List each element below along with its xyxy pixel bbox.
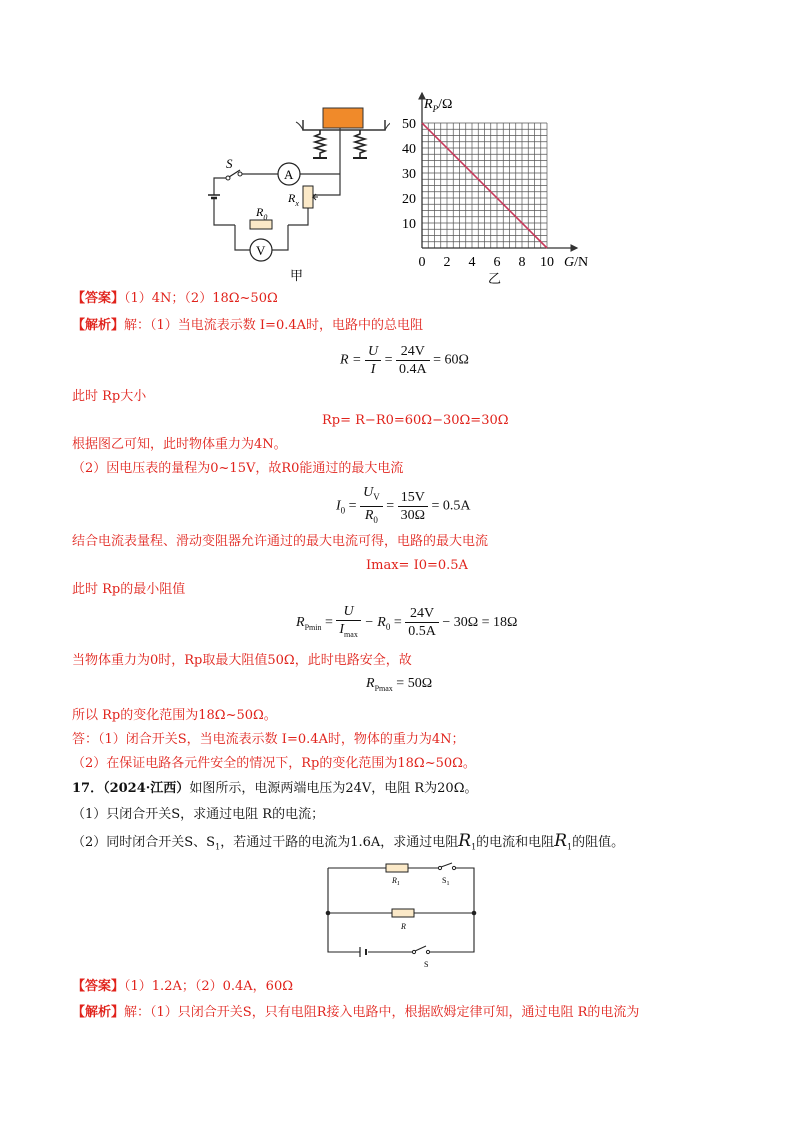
equation-rp-min: $R_{Pmin}$ = $\frac{U}{I_{max}}$ − $R_0$ = $\frac{24V}{0.5A}$ − 30Ω = 18Ω: [296, 604, 518, 640]
problem-number: 17．: [72, 781, 104, 796]
x-tick-label: 0: [418, 255, 426, 270]
problem-17-q2: （2）同时闭合开关S、$S_1$，若通过干路的电流为1.6A，求通过电阻$R_1$的电流和电阻$R_1$的阻值。: [72, 831, 625, 852]
r-label: R: [401, 922, 406, 931]
y-axis-label: $R_P/\Omega$: [424, 97, 453, 114]
x-tick-label: 2: [443, 255, 451, 270]
line-then-rp: 此时 Rp大小: [72, 389, 147, 404]
line-min-resistance: 此时 Rp的最小阻值: [72, 582, 186, 597]
rp-vs-g-chart: [390, 88, 610, 286]
equation-total-resistance: R = $\frac{U}{I}$ = $\frac{24V}{0.4A}$ = 60Ω: [340, 344, 469, 377]
chart-caption-yi: 乙: [488, 271, 502, 286]
analysis-label: 【解析】: [72, 318, 125, 333]
problem-text: 如图所示，电源两端电压为24V，电阻 R为20Ω。: [189, 781, 478, 796]
rx-label: $R_x$: [288, 191, 299, 208]
circuit-diagram-17: [320, 862, 482, 972]
weight-block: [323, 108, 363, 128]
analysis-line-17: [72, 1004, 639, 1022]
x-tick-label: 6: [493, 255, 501, 270]
x-axis-label: G/N: [564, 255, 589, 270]
line-imax: Imax= I0=0.5A: [366, 558, 468, 573]
problem-17-stem: [72, 780, 477, 798]
x-tick-label: 8: [518, 255, 526, 270]
equation-i0: $I_0$ = $\frac{U_V}{R_0}$ = $\frac{15V}{30\Omega}$ = 0.5A: [336, 485, 471, 525]
y-tick-label: 50: [402, 117, 416, 132]
x-tick-label: 10: [540, 255, 554, 270]
answer-label: 【答案】: [72, 291, 125, 306]
y-tick-label: 10: [402, 217, 416, 232]
y-tick-label: 20: [402, 192, 416, 207]
r0-label: $R_0$: [256, 205, 268, 222]
answer-line-17: [72, 978, 293, 996]
analysis-line-16: [72, 317, 423, 335]
x-tick-label: 4: [468, 255, 476, 270]
answer-text: （1）4N；（2）18Ω~50Ω: [124, 291, 278, 306]
line-range: 所以 Rp的变化范围为18Ω~50Ω。: [72, 708, 277, 723]
s-label: S: [424, 960, 429, 969]
answer-label-17: 【答案】: [72, 979, 125, 994]
line-combine: 结合电流表量程、滑动变阻器允许通过的最大电流可得，电路的最大电流: [72, 534, 489, 549]
problem-source: （2024·江西）: [103, 781, 190, 796]
answer-line-16: [72, 290, 278, 308]
y-tick-label: 30: [402, 167, 416, 182]
y-tick-label: 40: [402, 142, 416, 157]
analysis-text-17: 解：（1）只闭合开关S，只有电阻R接入电路中，根据欧姆定律可知，通过电阻 R的电流为: [124, 1005, 640, 1020]
s1-label: $S_1$: [442, 876, 450, 887]
ammeter-label: A: [284, 167, 294, 182]
line-zero-weight: 当物体重力为0时，Rp取最大阻值50Ω，此时电路安全，故: [72, 653, 412, 668]
r1-label: $R_1$: [392, 876, 400, 887]
line-graph-weight: 根据图乙可知，此时物体重力为4N。: [72, 437, 287, 452]
line-part2: （2）因电压表的量程为0~15V，故R0能通过的最大电流: [72, 461, 404, 476]
line-answer2: （2）在保证电路各元件安全的情况下，Rp的变化范围为18Ω~50Ω。: [72, 756, 476, 771]
analysis-label-17: 【解析】: [72, 1005, 125, 1020]
figure-caption-jia: 甲: [290, 268, 304, 283]
line-answer1: 答：（1）闭合开关S，当电流表示数 I=0.4A时，物体的重力为4N；: [72, 732, 465, 747]
analysis-text: 解：（1）当电流表示数 I=0.4A时，电路中的总电阻: [124, 318, 424, 333]
switch-label: S: [226, 156, 233, 171]
answer-text-17: （1）1.2A；（2）0.4A，60Ω: [124, 979, 294, 994]
problem-17-q1: （1）只闭合开关S，求通过电阻 R的电流；: [72, 807, 325, 822]
equation-rp-max: $R_{Pmax} = 50\Omega$: [366, 676, 433, 693]
voltmeter-label: V: [256, 243, 266, 258]
circuit-diagram-jia: [200, 100, 390, 285]
line-rp-equation: Rp= R−R0=60Ω−30Ω=30Ω: [322, 413, 509, 428]
